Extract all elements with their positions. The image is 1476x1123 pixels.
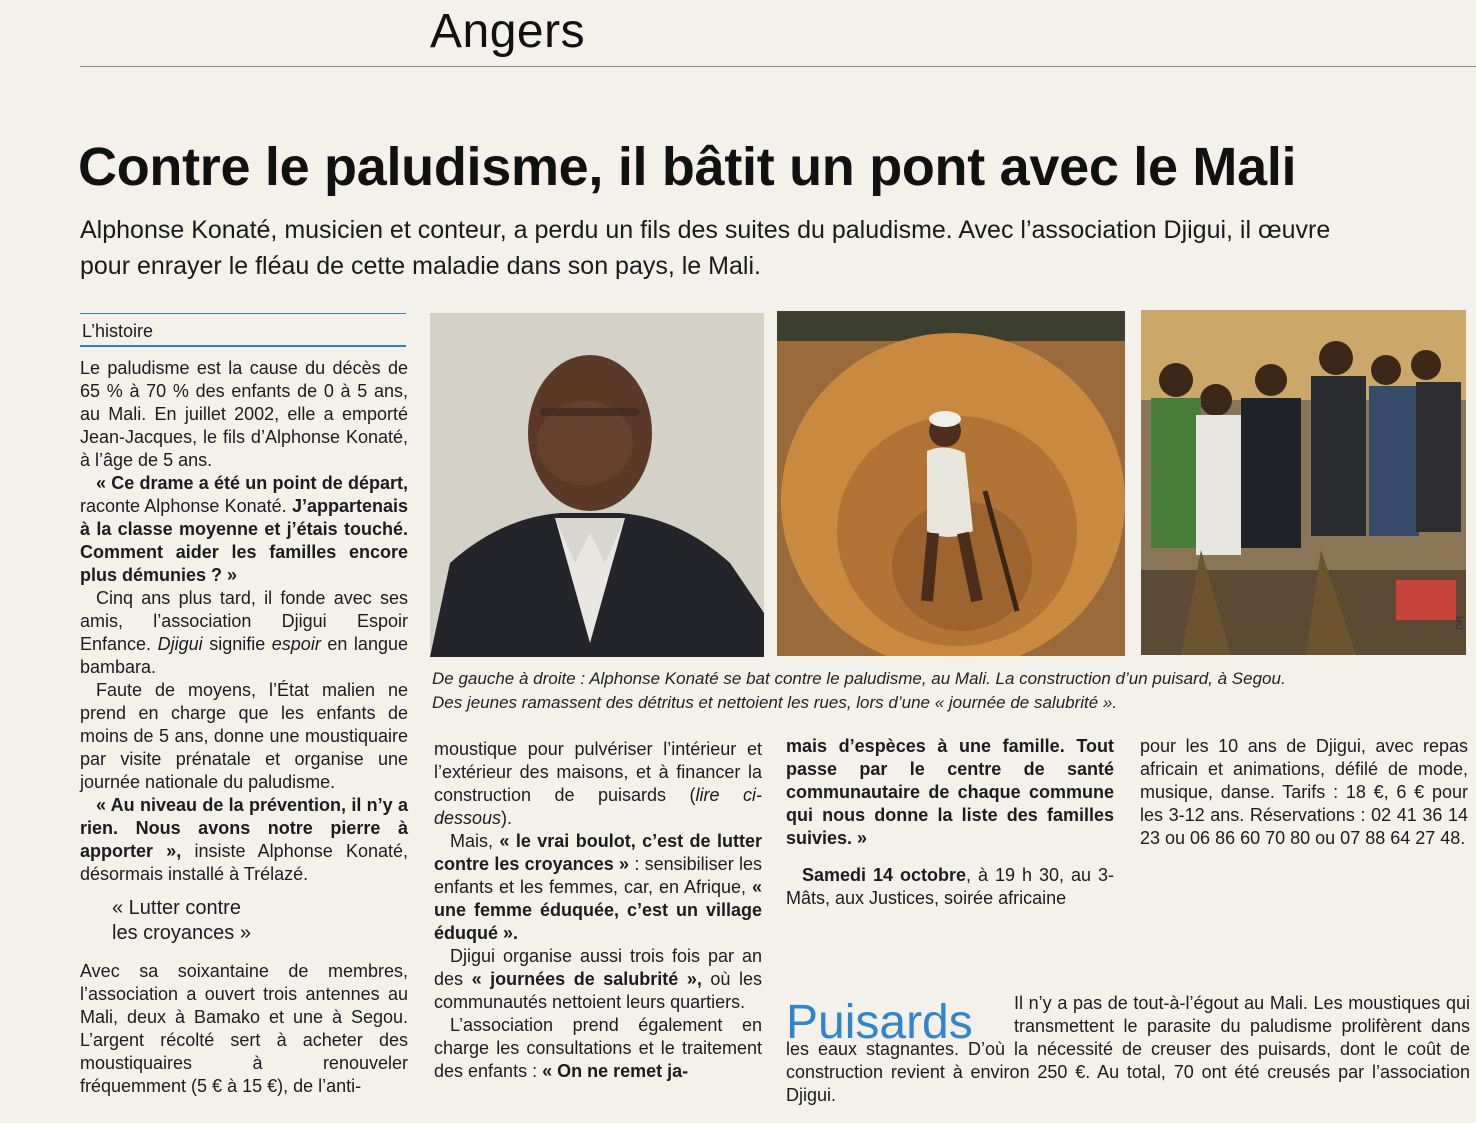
col3-event-paragraph	[786, 864, 1114, 910]
group-illustration	[1141, 310, 1466, 655]
col2-paragraph-1	[434, 738, 762, 830]
col1-paragraph-2	[80, 472, 408, 587]
text-run: Mais,	[450, 831, 500, 851]
italic-run: espoir	[271, 634, 321, 654]
caption-line-2: Des jeunes ramassent des détritus et nettoient les rues, lors d’une « journée de salubrité ».	[432, 693, 1118, 712]
puisard-illustration	[777, 311, 1125, 656]
italic-run: Djigui	[157, 634, 203, 654]
text-run: signifie	[202, 634, 272, 654]
event-date: Samedi 14 octobre	[802, 865, 967, 885]
quote: J’appartenais à la classe moyenne et j’étais touché. Comment aider les familles encore plus démunies ? »	[80, 496, 408, 585]
histoire-rule-top	[80, 313, 406, 314]
quote: « Ce drame a été un point de départ,	[96, 473, 408, 493]
photo-puisard-construction	[777, 311, 1125, 656]
article-column-3	[786, 735, 1114, 910]
photo-caption	[432, 667, 1472, 715]
portrait-illustration	[430, 313, 764, 657]
histoire-label: L’histoire	[82, 321, 154, 341]
attribution: insiste Alphonse Konaté, désormais installé à Trélazé.	[80, 841, 408, 884]
puisards-text: Il n’y a pas de tout-à-l’égout au Mali. Les moustiques qui transmettent le parasite du paludisme prolifèrent dans les eaux stagnantes. D’où la nécessité de creuser des puisards, dont le coût de construction revient à environ 250 €. Au total, 70 ont été creusés par l’association Djigui.	[786, 993, 1470, 1105]
col1-paragraph-5	[80, 794, 408, 886]
puisards-title: Puisards	[786, 996, 973, 1049]
photo-credit: DR	[1455, 615, 1466, 630]
subheading	[80, 896, 408, 946]
col2-paragraph-4	[434, 1014, 762, 1083]
article-column-4	[1140, 735, 1468, 850]
col1-paragraph-4: Faute de moyens, l’État malien ne prend en charge que les enfants de moins de 5 ans, donne une moustiquaire par visite prénatale et organise une journée nationale du paludisme.	[80, 680, 408, 792]
text-run: ).	[501, 808, 513, 828]
text-run: : sensibiliser les enfants et les femmes, car, en Afrique,	[434, 854, 763, 897]
photo-salubrite-day	[1141, 310, 1466, 655]
subheading-line-2: les croyances »	[112, 922, 251, 944]
col2-paragraph-2	[434, 830, 762, 945]
title-spacer	[786, 992, 1014, 1038]
text-run: L’association prend également en charge les consultations et le traitement des enfants :	[434, 1015, 762, 1081]
col1-paragraph-1: Le paludisme est la cause du décès de 65 % à 70 % des enfants de 0 à 5 ans, au Mali. En juillet 2002, elle a emporté Jean-Jacques, le fils d’Alphonse Konaté, à l’âge de 5 ans.	[80, 358, 408, 470]
col3-paragraph-1	[786, 735, 1114, 850]
col1-paragraph-6: Avec sa soixantaine de membres, l’association a ouvert trois antennes au Mali, deux à Bamako et une à Segou. L’argent récolté sert à acheter des moustiquaires à renouveler fréquemment (5 € à 15 €), de l’anti-	[80, 961, 408, 1096]
article-column-1	[80, 357, 408, 1098]
italic-run: lire ci-dessous	[434, 785, 763, 828]
faint-edition-mark	[80, 38, 84, 55]
quote: « On ne remet ja-	[542, 1061, 689, 1081]
quote: « le vrai boulot, c’est de lutter contre les croyances »	[434, 831, 762, 874]
top-rule	[80, 66, 1476, 67]
text-run: où les communautés nettoient leurs quartiers.	[434, 969, 762, 1012]
col1-paragraph-3	[80, 587, 408, 679]
histoire-rule-bottom	[80, 345, 406, 347]
article-column-2	[434, 738, 762, 1083]
text-run: Djigui organise aussi trois fois par an des	[434, 946, 762, 989]
text-run: moustique pour pulvériser l’intérieur et l’extérieur des maisons, et à financer la construction de puisards (	[434, 739, 762, 805]
col4-paragraph-1: pour les 10 ans de Djigui, avec repas africain et animations, défilé de mode, musique, danse. Tarifs : 18 €, 6 € pour les 3-12 ans. Réservations : 02 41 36 14 23 ou 06 86 60 70 80 ou 07 88 64 27 48.	[1140, 736, 1468, 848]
caption-line-1: De gauche à droite : Alphonse Konaté se bat contre le paludisme, au Mali. La construction d’un puisard, à Segou.	[432, 669, 1286, 688]
text-run: Cinq ans plus tard, il fonde avec ses amis, l’association Djigui Espoir Enfance.	[80, 588, 408, 654]
attribution: raconte Alphonse Konaté.	[80, 496, 292, 516]
text-run: en langue bambara.	[80, 634, 408, 677]
headline: Contre le paludisme, il bâtit un pont avec le Mali	[78, 137, 1297, 197]
event-details: , à 19 h 30, au 3-Mâts, aux Justices, soirée africaine	[786, 865, 1114, 908]
puisards-box	[786, 992, 1470, 1107]
quote: « Au niveau de la prévention, il n’y a rien. Nous avons notre pierre à apporter »,	[80, 795, 408, 861]
quote: mais d’espèces à une famille. Tout passe par le centre de santé communautaire de chaque commune qui nous donne la liste des familles suivies. »	[786, 736, 1114, 848]
quote: « journées de salubrité »,	[471, 969, 702, 989]
col2-paragraph-3	[434, 945, 762, 1014]
section-title: Angers	[430, 5, 586, 58]
quote: « une femme éduquée, c’est un village éduqué ».	[434, 877, 762, 943]
subheading-line-1: « Lutter contre	[112, 897, 241, 919]
photo-portrait	[430, 313, 764, 657]
chapeau: Alphonse Konaté, musicien et conteur, a perdu un fils des suites du paludisme. Avec l’association Djigui, il œuvre pour enrayer le fléau de cette maladie dans son pays, le Mali.	[80, 216, 1331, 280]
